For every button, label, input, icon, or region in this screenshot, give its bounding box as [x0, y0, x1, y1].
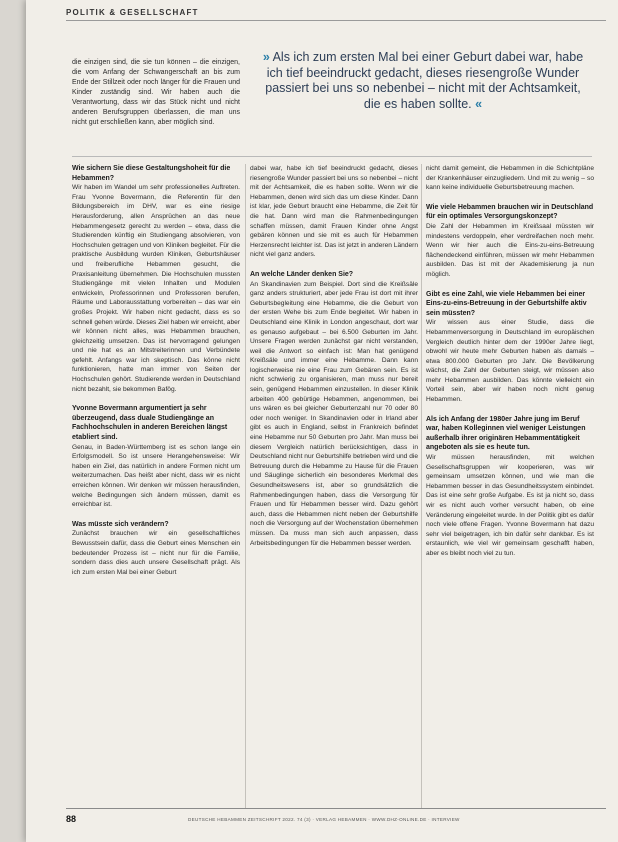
interview-answer: Wir wissen aus einer Studie, dass die Hebammenversorgung in Deutschland im europäischen Vergleich deutlich hinter dem der 1990er Jahre liegt, obwohl wir heute mehr Geburten haben als damals – etwa 800.000 Geburten pro Jahr. Die Bevölkerung wächst, die Zahl der Geburten steigt, wir müssen also mehr Hebammen ausbilden. Das könnte vielleicht ein Vorteil sein, aber wir haben noch nicht genug Hebammen. [426, 319, 594, 404]
text-column-1 [72, 164, 240, 587]
interview-answer: An Skandinavien zum Beispiel. Dort sind die Kreißsäle ganz anders strukturiert, aber jede Frau ist dort mit ihrer Geburtsbegleitung eine Hebamme, die die Geburt von der ersten Wehe bis zum Ende begleitet. Wir haben in Deutschland eine Klinik in London angeschaut, dort war es genauso aufgebaut – bei 6.500 Geburten im Jahr. Unsere Fragen werden zunächst gar nicht verstanden, weil die Antwort so einfach ist: Man hat genügend Kreißsäle und immer eine Hebamme. Dann kann logischerweise nie eine Frau zum Gebären sein. Es ist nicht schwierig zu organisieren, man muss nur bereit sein, genügend Hebammen einzustellen. In dieser Klinik arbeiten 400 gebürtige Hebammen, angenommen, bei uns wären es bei gleicher Geburtenzahl nur 70 oder 80 oder noch weniger. In Skandinavien oder in Irland aber gibt es auch in England, selbst in Frankreich befindet eine Hebamme nur 50 Geburten pro Jahr. Man muss bei diesem Vergleich natürlich berücksichtigen, dass in Deutschland nicht nur Geburtshilfe betrieben wird und die Betreuung durch die Hebamme zu Hause für die Frauen und Säuglinge sicherlich ein besonderes Merkmal des Gesundheitswesens ist, aber so grundsätzlich die Rahmenbedingungen haben, dass die Versorgung für Frauen und für Hebammen besser wird. Dazu gehört auch, dass die Hebammen nicht neben der Geburtshilfe noch die Versorgung auf der Wochenstation übernehmen müssen. Da muss man sich auch anpassen, dass Arbeitsbedingungen für die Hebammen besser werden. [250, 280, 418, 547]
magazine-page [26, 0, 618, 842]
interview-question: Yvonne Bovermann argumentiert ja sehr überzeugend, dass duale Studiengänge an Fachhochschulen in anderen Bereichen längst etabliert sind. [72, 405, 228, 442]
quote-close-mark: « [475, 96, 483, 111]
text-column-3 [426, 164, 594, 569]
interview-question: Wie viele Hebammen brauchen wir in Deutschland für ein optimales Versorgungskonzept? [426, 203, 594, 221]
intro-column [72, 58, 240, 128]
interview-question: Was müsste sich verändern? [72, 520, 169, 528]
quote-open-mark: » [262, 50, 270, 64]
interview-answer: nicht damit gemeint, die Hebammen in die Schichtpläne der Krankenhäuser einzugliedern. Und mit zu wenig – so kann keine individuelle Geburtsbetreuung machen. [426, 165, 594, 192]
column-divider [421, 164, 422, 809]
intro-text: die einzigen sind, die sie tun können – die einzigen, die vom Anfang der Schwangerschaft an bis zum Ende der Stillzeit oder noch länger für die Frauen und Kinder zuständig sind. Wir haben auch die Verantwortung, dass wir das Stück nicht und nicht anderen Berufsgruppen überlassen, die man uns nicht gut erschließen kann, aber möglich sind. [72, 59, 240, 126]
interview-question: Als ich Anfang der 1980er Jahre jung im Beruf war, haben Kolleginnen viel weniger Leistungen außerhalb ihrer originären Hebammentätigkeit angeboten als sie es heute tun. [426, 415, 586, 452]
interview-question: An welche Länder denken Sie? [250, 270, 354, 278]
footer-credit: DEUTSCHE HEBAMMEN ZEITSCHRIFT 2022. 74 (3) · VERLAG HEBAMMEN · WWW.DHZ-ONLINE.DE · INTERVIEW [188, 817, 460, 822]
interview-answer: Zunächst brauchen wir ein gesellschaftliches Bewusstsein dafür, dass die Geburt eines Menschen ein bedeutender Prozess ist – nicht nur für die Familie, sondern dass dies auch unsere Gesellschaft prägt. Als ich zum ersten Mal bei einer Geburt [72, 530, 240, 576]
interview-answer: Wir müssen herausfinden, mit welchen Gesellschaftsgruppen wir kooperieren, was wir gemeinsam umsetzen können, und wie man die Hebammen besser in das Gesundheitssystem einbindet. Das ist eine sehr große Aufgabe. Es ist ja nicht so, dass wir es nicht auch vorher versucht haben, ob eine Veränderung eingeleitet wurde. In der Politik gibt es dafür noch viele offene Fragen. Yvonne Bovermann hat dazu sehr viel beigetragen, ich bin dafür sehr dankbar. Es ist erstaunlich, wie viel wir gemeinsam geschafft haben, aber es bleibt noch viel zu tun. [426, 454, 594, 557]
pull-quote-text: Als ich zum ersten Mal bei einer Geburt dabei war, habe ich tief beeindruckt gedacht, dieses riesengroße Wunder passiert bei uns so nebenbei – nicht mit der Achtsamkeit, die es haben sollte. [265, 50, 584, 111]
interview-answer: dabei war, habe ich tief beeindruckt gedacht, dieses riesengroße Wunder passiert bei uns so nebenbei – nicht mit der Achtsamkeit, die es haben sollte. Wenn wir die Hebammen, denen wird sich das um diese Kinder. Dann ist klar, jede Geburt braucht eine Hebamme, die Zeit für die hat. Dann wird man die Rahmenbedingungen schaffen müssen, damit Frauen Kinder ohne Angst gebären können und sie mit es auch für Hebammen Herzensrecht leichter ist. Das ist jetzt in anderen Ländern nicht viel ganz anders. [250, 165, 418, 259]
content-divider [72, 156, 592, 157]
text-column-2 [250, 164, 418, 558]
section-header: POLITIK & GESELLSCHAFT [66, 8, 199, 17]
column-divider [245, 164, 246, 809]
pull-quote [258, 50, 588, 112]
page-number: 88 [66, 814, 77, 824]
header-divider [66, 20, 606, 21]
interview-answer: Wir haben im Wandel um sehr professionelles Auftreten. Frau Yvonne Bovermann, die Referentin für den Bildungsbereich im DHV, war es eine riesige Herausforderung, allen Ansprüchen an das neue Hebammengesetz gerecht zu werden – etwa, dass die Studierenden künftig ein Studiengang absolvieren, von Hochschulen getragen und von Kliniken begleitet. Für die praktische Ausbildung wurden Kliniken, Geburtshäuser und freiberufliche Hebammen gesucht, die Praxisanleitung übernehmen. Die Hochschulen mussten Studiengänge mit vielen Inhalten und Modulen entwickeln, Professorinnen und Professoren berufen, Räume und Laborausstattung vorbereiten – das war ein großes Projekt. Wir haben nicht gedacht, dass es so schnell gehen würde. Dieses Ziel haben wir erreicht, aber wir können nicht alles, was Hebammen brauchen, gleichzeitig umsetzen. Das ist hervorragend gelungen und nie hat es an Mitstreiterinnen und Verbündete gefehlt. Anfangs war ich skeptisch. Das könne nicht funktionieren, hatte man immer von Seiten der Hochschulen gehört. Studierende werden in Deutschland nicht bezahlt, sie bekommen Bafög. [72, 184, 240, 393]
interview-question: Gibt es eine Zahl, wie viele Hebammen bei einer Eins-zu-eins-Betreuung in der Geburtshilfe aktiv sein müssten? [426, 290, 587, 317]
interview-question: Wie sichern Sie diese Gestaltungshoheit für die Hebammen? [72, 165, 231, 182]
footer-divider [66, 808, 606, 809]
interview-answer: Genau, in Baden-Württemberg ist es schon lange ein Erfolgsmodell. So ist unsere Herangehensweise: Wir haben ein Ziel, das natürlich in andere Formen nicht um weiterzumachen. Das heißt aber nicht, dass wir es nicht erreichen können. Wir denken wir müssen herausfinden, welche Bedingungen sich ändern müssen, damit es erreichbar ist. [72, 443, 240, 509]
interview-answer: Die Zahl der Hebammen im Kreißsaal müssten wir mindestens verdoppeln, eher verdreifachen noch mehr. Wenn wir hier auch die Eins-zu-eins-Betreuung flächendeckend einführen, müssen wir mehr Hebammen ausbilden. Das ist mit der Akademisierung ja nun möglich. [426, 222, 594, 278]
